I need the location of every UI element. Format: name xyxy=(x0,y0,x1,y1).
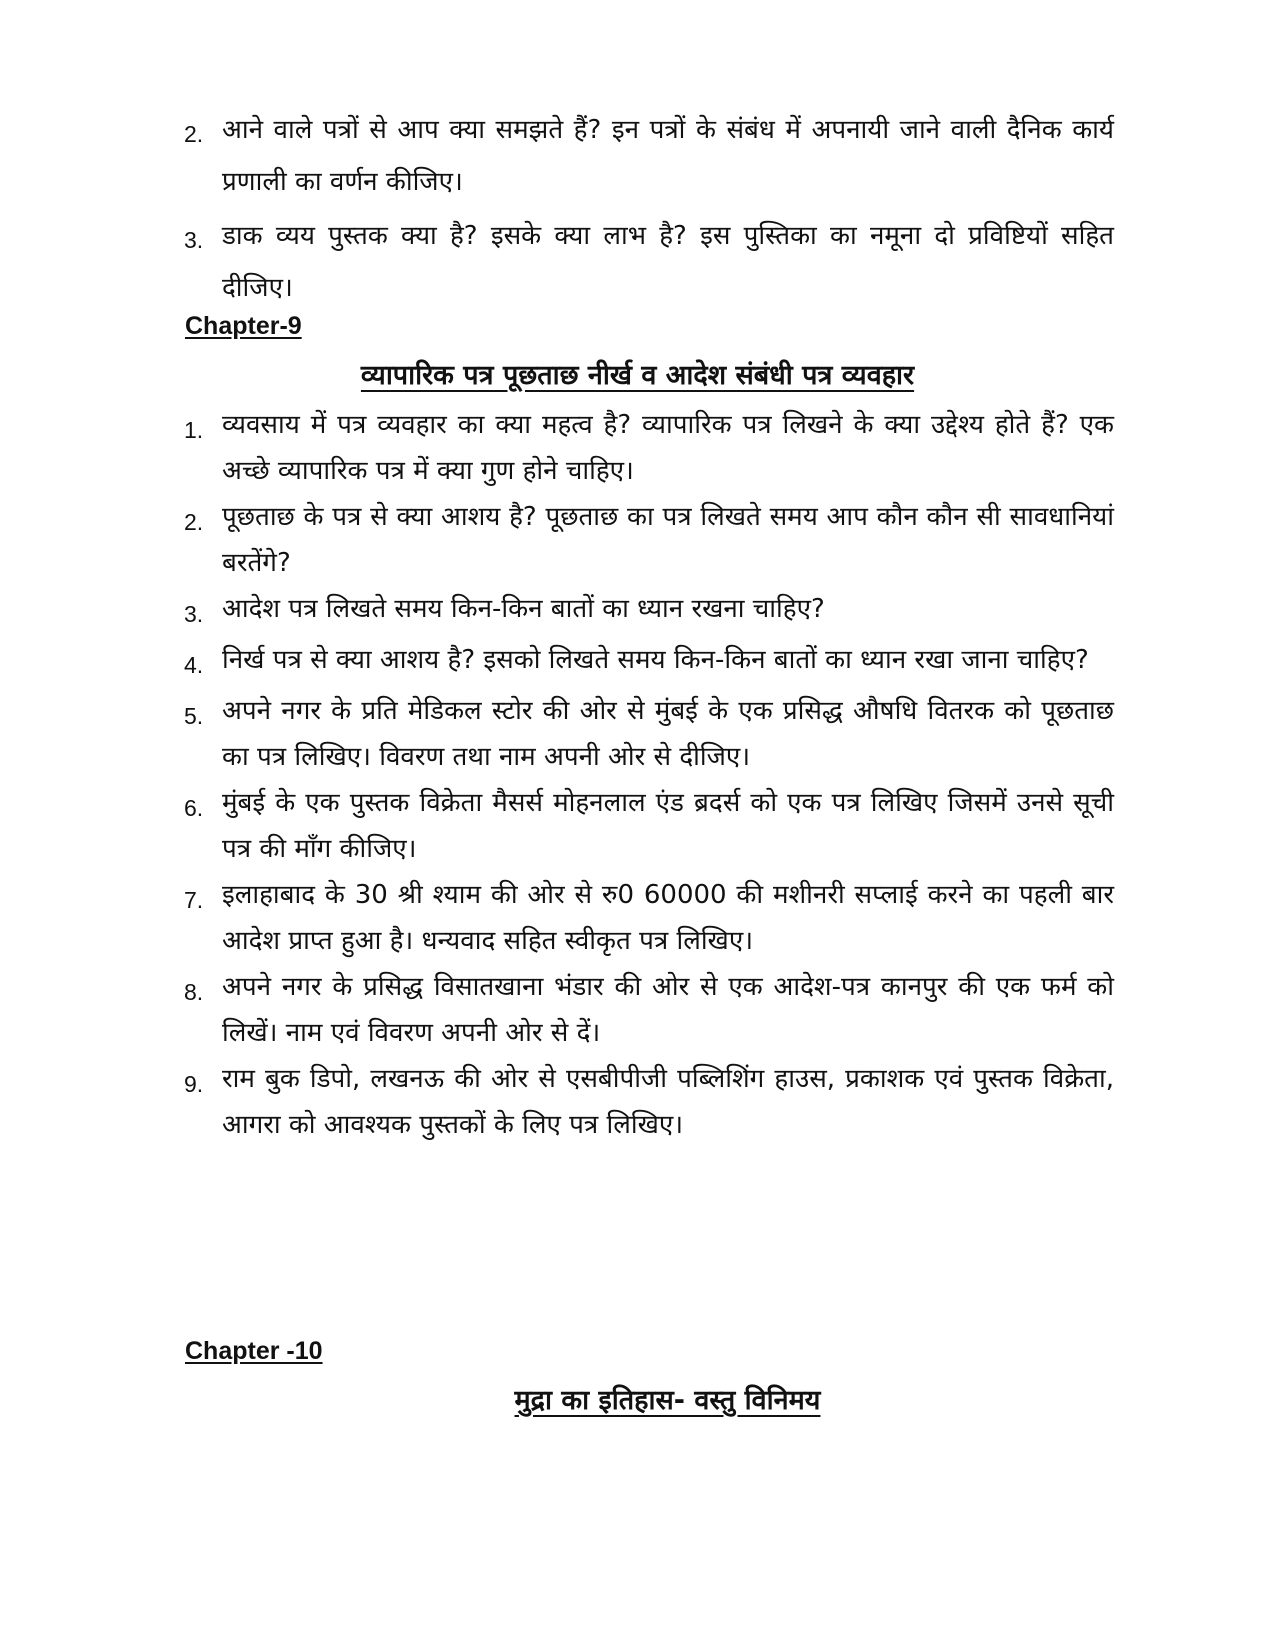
list-item xyxy=(184,688,1114,780)
list-item xyxy=(184,104,1114,208)
chapter-10-heading: मुद्रा का इतिहास- वस्तु विनिमय xyxy=(514,1385,821,1416)
item-number: 7. xyxy=(184,887,204,913)
question-list-chapter-9 xyxy=(184,402,1114,1148)
chapter-10-label: Chapter -10 xyxy=(185,1337,323,1365)
item-text: डाक व्यय पुस्तक क्या है? इसके क्या लाभ है? इस पुस्तिका का नमूना दो प्रविष्टियों सहित दीजिए। xyxy=(222,221,1114,303)
item-text: अपने नगर के प्रसिद्ध विसातखाना भंडार की ओर से एक आदेश-पत्र कानपुर की एक फर्म को लिखें। नाम एवं विवरण अपनी ओर से दें। xyxy=(222,972,1114,1048)
item-text: मुंबई के एक पुस्तक विक्रेता मैसर्स मोहनलाल एंड ब्रदर्स को एक पत्र लिखिए जिसमें उनसे सूची पत्र की माँग कीजिए। xyxy=(222,788,1114,864)
item-text: आदेश पत्र लिखते समय किन-किन बातों का ध्यान रखना चाहिए? xyxy=(222,594,825,624)
item-number: 3. xyxy=(184,601,204,627)
list-item xyxy=(184,210,1114,314)
item-number: 9. xyxy=(184,1071,204,1097)
item-number: 5. xyxy=(184,703,204,729)
item-text: अपने नगर के प्रति मेडिकल स्टोर की ओर से मुंबई के एक प्रसिद्ध औषधि वितरक को पूछताछ का पत्र लिखिए। विवरण तथा नाम अपनी ओर से दीजिए। xyxy=(222,696,1114,772)
item-number: 2. xyxy=(184,121,204,147)
item-text: व्यवसाय में पत्र व्यवहार का क्या महत्व है? व्यापारिक पत्र लिखने के क्या उद्देश्य होते हैं? एक अच्छे व्यापारिक पत्र में क्या गुण होने चाहिए। xyxy=(222,410,1114,486)
list-item xyxy=(184,637,1114,688)
list-item xyxy=(184,402,1114,494)
item-text: इलाहाबाद के 30 श्री श्याम की ओर से रु0 60000 की मशीनरी सप्लाई करने का पहली बार आदेश प्राप्त हुआ है। धन्यवाद सहित स्वीकृत पत्र लिखिए। xyxy=(222,880,1114,956)
item-number: 3. xyxy=(184,227,204,253)
item-number: 1. xyxy=(184,417,204,443)
list-item xyxy=(184,586,1114,637)
chapter-9-heading: व्यापारिक पत्र पूछताछ नीर्ख व आदेश संबंधी पत्र व्यवहार xyxy=(360,360,915,391)
item-text: निर्ख पत्र से क्या आशय है? इसको लिखते समय किन-किन बातों का ध्यान रखा जाना चाहिए? xyxy=(222,645,1089,675)
item-text: राम बुक डिपो, लखनऊ की ओर से एसबीपीजी पब्लिशिंग हाउस, प्रकाशक एवं पुस्तक विक्रेता, आगरा को आवश्यक पुस्तकों के लिए पत्र लिखिए। xyxy=(222,1064,1114,1140)
list-item xyxy=(184,1056,1114,1148)
item-text: पूछताछ के पत्र से क्या आशय है? पूछताछ का पत्र लिखते समय आप कौन कौन सी सावधानियां बरतेंगे? xyxy=(222,502,1114,578)
chapter-9-label: Chapter-9 xyxy=(185,312,302,340)
list-item xyxy=(184,494,1114,586)
item-number: 8. xyxy=(184,979,204,1005)
item-text: आने वाले पत्रों से आप क्या समझते हैं? इन पत्रों के संबंध में अपनायी जाने वाली दैनिक कार्य प्रणाली का वर्णन कीजिए। xyxy=(222,115,1114,197)
item-number: 6. xyxy=(184,795,204,821)
question-list-top xyxy=(184,104,1114,314)
item-number: 4. xyxy=(184,652,204,678)
item-number: 2. xyxy=(184,509,204,535)
list-item xyxy=(184,872,1114,964)
list-item xyxy=(184,964,1114,1056)
list-item xyxy=(184,780,1114,872)
